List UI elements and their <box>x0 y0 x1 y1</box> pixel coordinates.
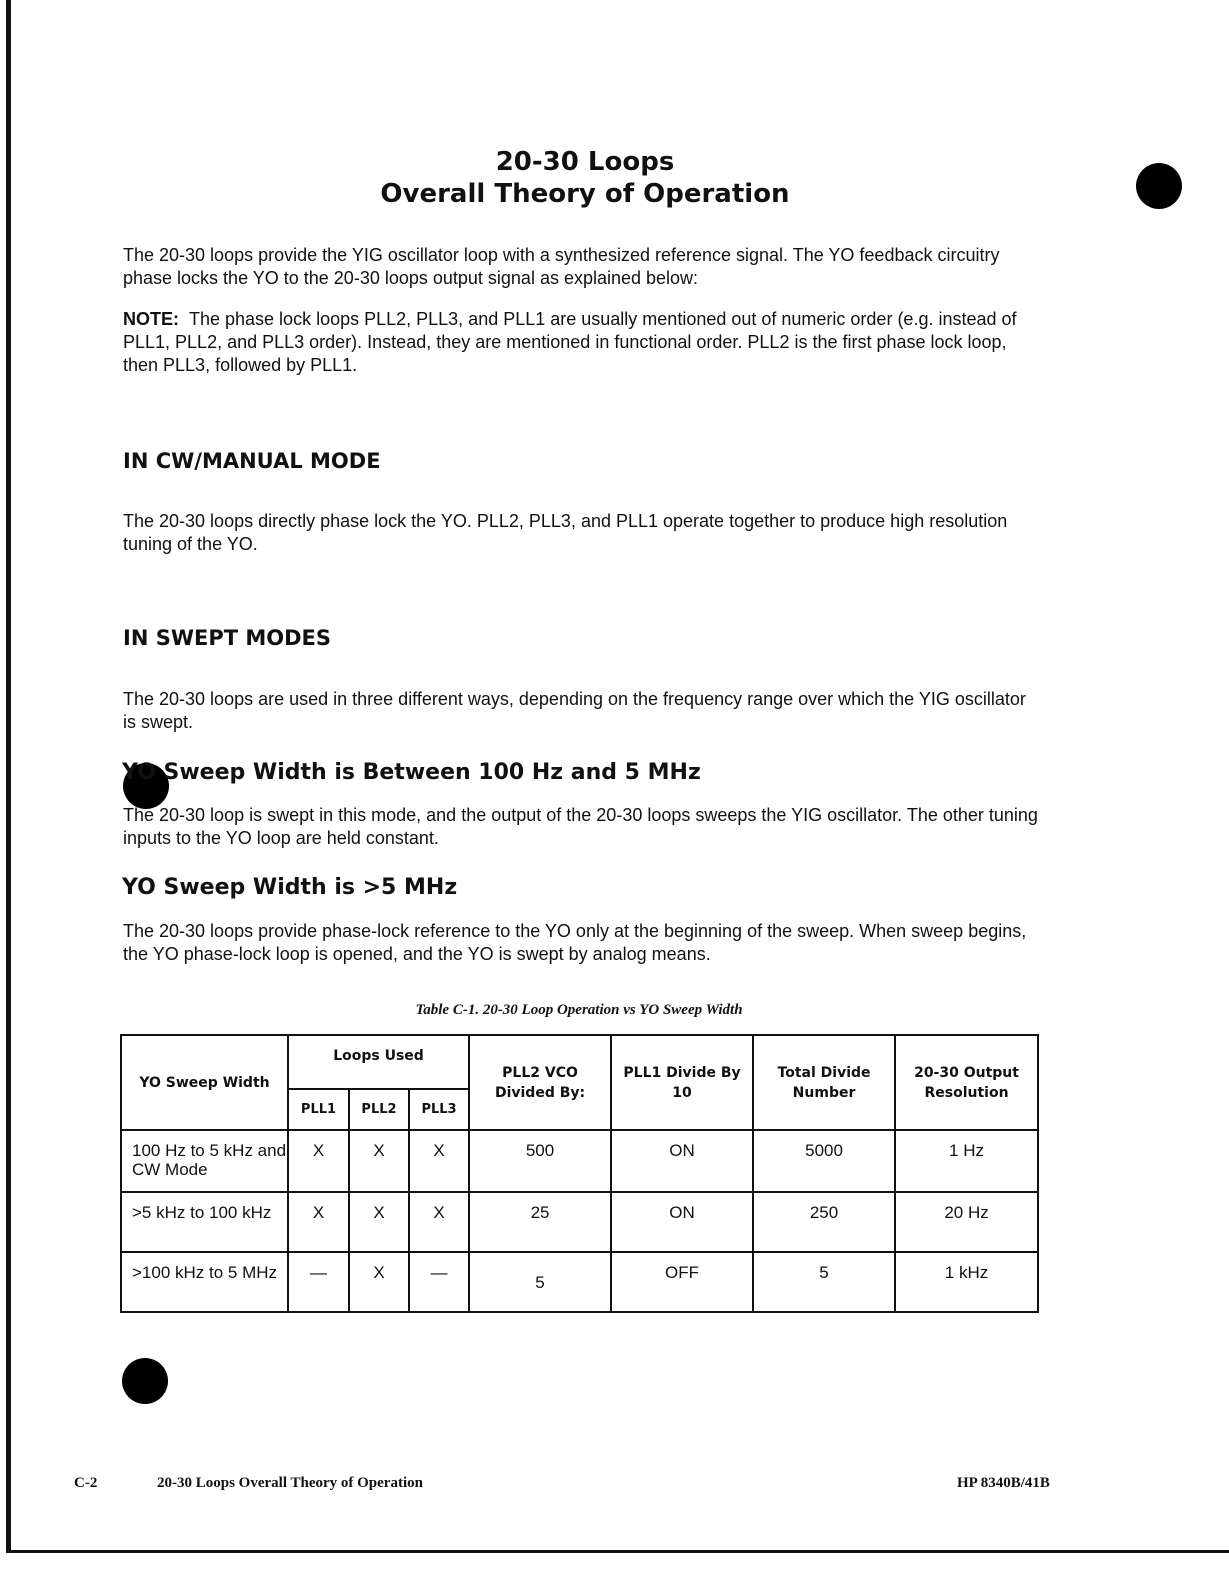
cell-total: 5 <box>753 1252 895 1312</box>
header-output-resolution: 20-30 Output Resolution <box>895 1035 1038 1130</box>
header-total-divide: Total Divide Number <box>753 1035 895 1130</box>
cell-pll1: X <box>288 1130 349 1192</box>
swept-modes-heading: IN SWEPT MODES <box>123 626 332 650</box>
cell-pll3: — <box>409 1252 469 1312</box>
cw-mode-heading: IN CW/MANUAL MODE <box>123 449 381 473</box>
cell-pll2: X <box>349 1192 409 1252</box>
page-bottom-border <box>6 1550 1229 1553</box>
footer-model: HP 8340B/41B <box>957 1475 1050 1491</box>
table-caption: Table C-1. 20-30 Loop Operation vs YO Sweep Width <box>415 1002 743 1018</box>
page-title-line2: Overall Theory of Operation <box>380 179 790 209</box>
header-yo-sweep-width: YO Sweep Width <box>121 1035 288 1130</box>
header-loops-used: Loops Used <box>288 1035 469 1089</box>
binder-hole-top <box>1136 163 1182 209</box>
sweep-large-heading: YO Sweep Width is >5 MHz <box>122 875 458 900</box>
loop-operation-table <box>120 1034 1039 1313</box>
page-left-border <box>6 0 11 1553</box>
sweep-small-heading: YO Sweep Width is Between 100 Hz and 5 MHz <box>122 760 701 785</box>
cell-divide10: ON <box>611 1130 753 1192</box>
cell-width: >5 kHz to 100 kHz <box>121 1192 288 1252</box>
cell-divide10: OFF <box>611 1252 753 1312</box>
header-pll1-divide: PLL1 Divide By 10 <box>611 1035 753 1130</box>
cell-pll2: X <box>349 1252 409 1312</box>
footer-page-number: C-2 <box>74 1475 98 1491</box>
note-label: NOTE: <box>123 309 179 329</box>
cell-pll1: X <box>288 1192 349 1252</box>
swept-modes-paragraph: The 20-30 loops are used in three different ways, depending on the frequency range over which the YIG oscillator is swept. <box>123 689 1026 732</box>
cell-vco: 500 <box>469 1130 611 1192</box>
cell-pll3: X <box>409 1192 469 1252</box>
cell-pll2: X <box>349 1130 409 1192</box>
header-pll2-vco: PLL2 VCO Divided By: <box>469 1035 611 1130</box>
sweep-large-paragraph: The 20-30 loops provide phase-lock reference to the YO only at the beginning of the sweep. When sweep begins, the YO phase-lock loop is opened, and the YO is swept by analog means. <box>123 921 1027 964</box>
note-paragraph <box>123 308 1043 377</box>
footer-title: 20-30 Loops Overall Theory of Operation <box>157 1475 423 1491</box>
binder-hole-bottom <box>122 1358 168 1404</box>
cell-width: >100 kHz to 5 MHz <box>121 1252 288 1312</box>
header-pll1: PLL1 <box>288 1089 349 1130</box>
cell-width: 100 Hz to 5 kHz and CW Mode <box>121 1130 288 1192</box>
cell-vco: 5 <box>469 1252 611 1312</box>
cell-pll3: X <box>409 1130 469 1192</box>
page-title-line1: 20-30 Loops <box>495 147 675 177</box>
cw-mode-paragraph: The 20-30 loops directly phase lock the YO. PLL2, PLL3, and PLL1 operate together to produce high resolution tuning of the YO. <box>123 511 1008 554</box>
cell-vco: 25 <box>469 1192 611 1252</box>
table-row <box>121 1130 1038 1192</box>
note-text: The phase lock loops PLL2, PLL3, and PLL1 are usually mentioned out of numeric order (e.g. instead of PLL1, PLL2, and PLL3 order). Instead, they are mentioned in functional order. PLL2 is the first phase lock loop, then PLL3, followed by PLL1. <box>123 309 1017 375</box>
header-pll2: PLL2 <box>349 1089 409 1130</box>
cell-pll1: — <box>288 1252 349 1312</box>
sweep-small-paragraph: The 20-30 loop is swept in this mode, and the output of the 20-30 loops sweeps the YIG oscillator. The other tuning inputs to the YO loop are held constant. <box>123 805 1038 848</box>
header-pll3: PLL3 <box>409 1089 469 1130</box>
cell-resolution: 1 Hz <box>895 1130 1038 1192</box>
table-row <box>121 1252 1038 1312</box>
cell-divide10: ON <box>611 1192 753 1252</box>
cell-resolution: 20 Hz <box>895 1192 1038 1252</box>
cell-total: 250 <box>753 1192 895 1252</box>
table-row <box>121 1192 1038 1252</box>
cell-total: 5000 <box>753 1130 895 1192</box>
intro-paragraph: The 20-30 loops provide the YIG oscillator loop with a synthesized reference signal. The YO feedback circuitry phase locks the YO to the 20-30 loops output signal as explained below: <box>123 245 1000 288</box>
cell-resolution: 1 kHz <box>895 1252 1038 1312</box>
